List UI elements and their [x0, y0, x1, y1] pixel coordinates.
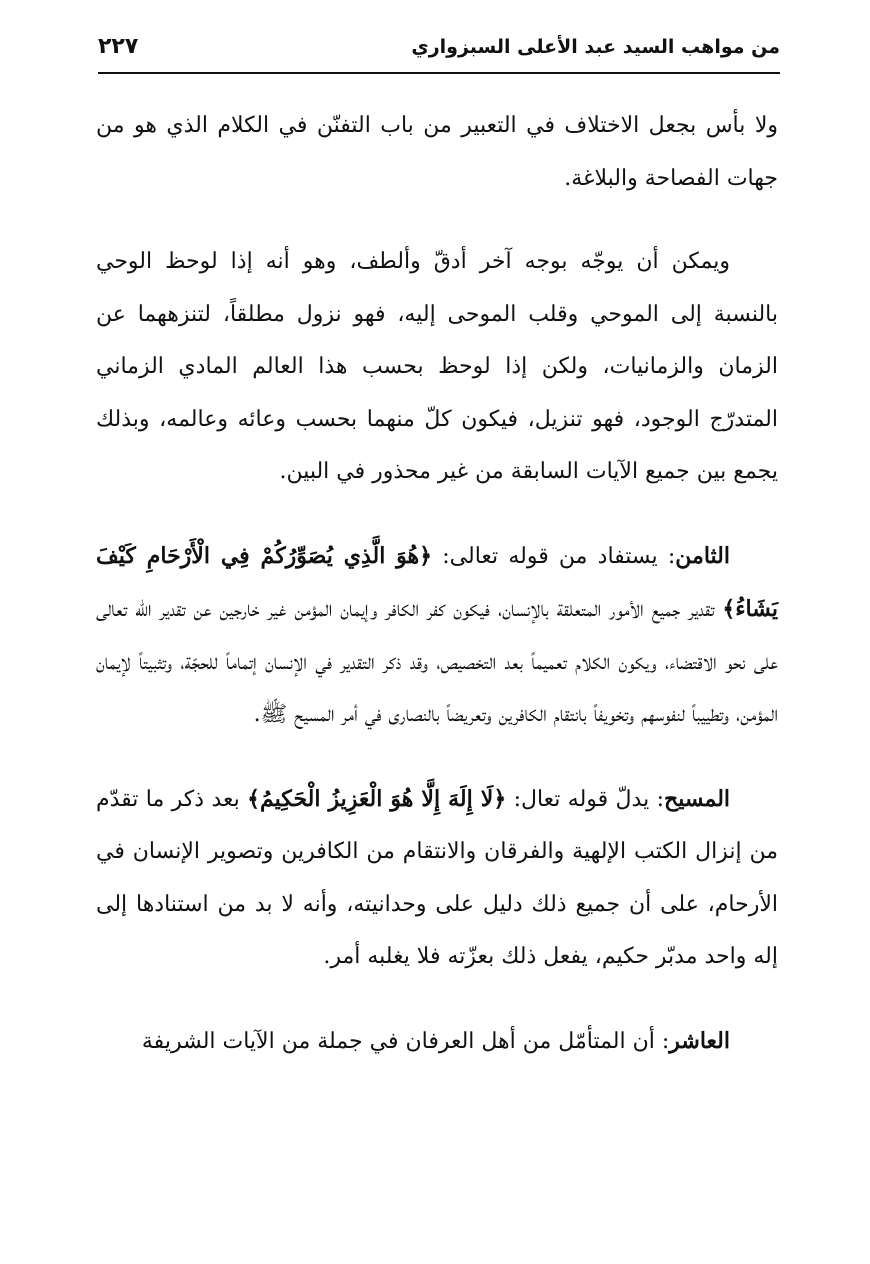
page-header: [98, 26, 780, 74]
quran-open-bracket: ﴿: [419, 542, 433, 569]
paragraph-5-lead: العاشر: [669, 1027, 730, 1054]
paragraph-1-text: ولا بأس بجعل الاختلاف في التعبير من باب التفنّن في الكلام الذي هو من جهات الفصاحة والبلاغة.: [96, 113, 778, 191]
quran-close-bracket: ﴾: [247, 785, 261, 812]
paragraph-4: [96, 773, 778, 984]
quran-open-bracket: ﴿: [493, 785, 507, 812]
paragraph-5-text: : أن المتأمّل من أهل العرفان في جملة من الآيات الشريفة: [141, 1028, 670, 1054]
paragraph-2-text: ويمكن أن يوجّه بوجه آخر أدقّ وألطف، وهو أنه إذا لوحظ الوحي بالنسبة إلى الموحي وقلب الموحى إليه، فهو نزول مطلقاً، لتنزههما عن الزمان والزمانيات، ولكن إذا لوحظ بحسب هذا العالم المادي الزماني المتدرّج الوجود، فهو تنزيل، فيكون كلّ منهما بحسب وعائه وعالمه، وبذلك يجمع بين جميع الآيات السابقة من غير محذور في البين.: [96, 249, 778, 484]
quran-close-bracket: ﴾: [722, 596, 736, 622]
paragraph-3-lead: الثامن: [675, 542, 730, 569]
page-number: ٢٢٧: [98, 34, 139, 59]
running-title: من مواهب السيد عبد الأعلى السبزواري: [411, 36, 780, 58]
paragraph-3-quran-verse: هُوَ الَّذِي يُصَوِّرُكُمْ فِي الْأَرْحَامِ كَيْفَ يَشَاءُ: [96, 542, 778, 622]
paragraph-5: [96, 1015, 778, 1069]
paragraph-4-lead: المسيح: [664, 785, 731, 812]
paragraph-2: [96, 236, 778, 499]
body-text: [96, 100, 778, 1068]
paragraph-3-body: تقدير جميع الأمور المتعلقة بالإنسان، فيكون كفر الكافر وإيمان المؤمن غير خارجين عن تقدير الله تعالى على نحو الاقتضاء، ويكون الكلام تعميماً بعد التخصيص، وقد ذكر التقدير في الإنسان إتماماً للحجّة، وتثبيتاً لإيمان المؤمن، وتطييباً لنفوسهم وتخويفاً بانتقام الكافرين وتعريضاً بالنصارى في أمر المسيح ﷺ.: [96, 597, 778, 727]
paragraph-3: [96, 530, 778, 742]
paragraph-4-body: بعد ذكر ما تقدّم من إنزال الكتب الإلهية والفرقان والانتقام من الكافرين وتصوير الإنسان في الأرحام، على أن جميع ذلك دليل على وحدانيته، وأنه لا بد من استنادها إلى إله واحد مدبّر حكيم، يفعل ذلك بعزّته فلا يغلبه أمر.: [96, 786, 778, 969]
paragraph-3-intro: : يستفاد من قوله تعالى:: [432, 543, 676, 569]
paragraph-1: [96, 100, 778, 205]
paragraph-4-intro: : يدلّ قوله تعال:: [506, 786, 665, 812]
paragraph-4-quran-verse: لَا إِلَهَ إِلَّا هُوَ الْعَزِيزُ الْحَكِيمُ: [260, 785, 494, 812]
